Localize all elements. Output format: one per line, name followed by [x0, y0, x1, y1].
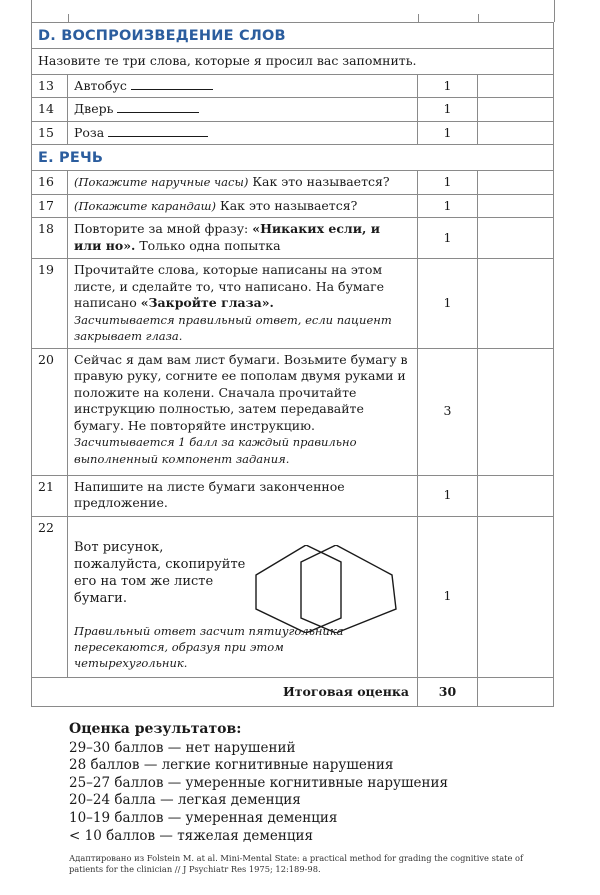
- patient-total-cell: [478, 677, 554, 707]
- total-score: 30: [418, 677, 478, 707]
- table-row: [32, 74, 554, 98]
- mmse-table: [31, 22, 554, 707]
- patient-score-cell: [478, 194, 554, 218]
- item-question: Как это называется?: [248, 174, 390, 189]
- item-italic: (Покажите карандаш): [74, 198, 217, 213]
- item-number: 17: [32, 194, 68, 218]
- table-row: [32, 98, 554, 122]
- results-line: 25–27 баллов — умеренные когнитивные нарушения: [69, 774, 449, 791]
- patient-score-cell: [478, 74, 554, 98]
- table-row: [32, 348, 554, 475]
- patient-score-cell: [478, 475, 554, 516]
- results-line: < 10 баллов — тяжелая деменция: [69, 827, 314, 844]
- answer-line: [117, 102, 199, 113]
- item-text: [68, 121, 418, 145]
- item-text: [68, 218, 418, 259]
- item-question: Вот рисунок, пожалуйста, скопируйте его на том же листе бумаги.: [74, 539, 246, 606]
- item-text: [68, 98, 418, 122]
- item-phrase: «Никаких если, и или но».: [74, 221, 380, 253]
- item-number: 13: [32, 74, 68, 98]
- item-number: 18: [32, 218, 68, 259]
- recall-word: Роза: [74, 124, 105, 140]
- item-note: Засчитывается 1 балл за каждый правильно выполненный компонент задания.: [74, 435, 357, 466]
- results-line: 10–19 баллов — умеренная деменция: [69, 809, 338, 826]
- recall-word: Автобус: [74, 77, 127, 93]
- table-row: [32, 516, 554, 677]
- results-line: 29–30 баллов — нет нарушений: [69, 739, 296, 756]
- item-score: 1: [418, 194, 478, 218]
- item-text: [68, 516, 418, 677]
- item-number: 20: [32, 348, 68, 475]
- item-text: [68, 171, 418, 195]
- results-line: 28 баллов — легкие когнитивные нарушения: [69, 757, 394, 774]
- results-title: Оценка результатов:: [69, 721, 242, 737]
- item-question: Сейчас я дам вам лист бумаги. Возьмите бумагу в правую руку, согните ее пополам двумя руками и положите на колени. Сначала прочитайте инструкцию полностью, затем передавайте бумагу. Не повторяйте инструкцию.: [74, 351, 408, 433]
- item-score: 3: [418, 348, 478, 475]
- patient-score-cell: [478, 171, 554, 195]
- patient-score-cell: [478, 121, 554, 145]
- item-score: 1: [418, 218, 478, 259]
- table-row: [32, 121, 554, 145]
- item-number: 16: [32, 171, 68, 195]
- item-number: 22: [32, 516, 68, 677]
- results-line: 20–24 балла — легкая деменция: [69, 792, 301, 809]
- item-phrase: «Закройте глаза».: [140, 295, 274, 310]
- item-score: 1: [418, 171, 478, 195]
- table-row: [32, 171, 554, 195]
- answer-line: [108, 126, 208, 137]
- intersecting-pentagons-figure: [246, 545, 406, 633]
- item-question: Повторите за мной фразу:: [74, 221, 253, 236]
- column-tick: [68, 14, 69, 22]
- item-number: 14: [32, 98, 68, 122]
- table-row: [32, 218, 554, 259]
- table-top-edge: [31, 0, 555, 22]
- item-score: 1: [418, 98, 478, 122]
- item-score: 1: [418, 121, 478, 145]
- patient-score-cell: [478, 218, 554, 259]
- item-text: [68, 74, 418, 98]
- recall-word: Дверь: [74, 101, 114, 116]
- item-score: 1: [418, 516, 478, 677]
- item-question: Прочитайте слова, которые написаны на этом листе, и сделайте то, что написано. На бумаге написано: [74, 262, 385, 310]
- patient-score-cell: [478, 348, 554, 475]
- item-score: 1: [418, 259, 478, 349]
- item-text: Напишите на листе бумаги законченное предложение.: [68, 475, 418, 516]
- section-d-instruction: Назовите те три слова, которые я просил вас запомнить.: [32, 49, 554, 75]
- item-number: 15: [32, 121, 68, 145]
- source-note: Адаптировано из Folstein M. at al. Mini-Mental State: a practical method for grading the cognitive state of patients for the clinician // J Psychiatr Res 1975; 12:189-98.: [69, 853, 524, 874]
- item-text: [68, 348, 418, 475]
- section-d-title: D. ВОСПРОИЗВЕДЕНИЕ СЛОВ: [32, 23, 554, 49]
- column-tick: [478, 14, 479, 22]
- results-block: [69, 721, 448, 845]
- total-label: Итоговая оценка: [32, 677, 418, 707]
- item-score: 1: [418, 475, 478, 516]
- item-text: [68, 259, 418, 349]
- item-note: Правильный ответ засчит пятиугольника пересекаются, образуя при этом четырехугольник.: [74, 623, 344, 670]
- table-row: [32, 475, 554, 516]
- item-note: Засчитывается правильный ответ, если пациент закрывает глаза.: [74, 312, 392, 343]
- pentagon-left: [256, 545, 341, 633]
- item-text: [68, 194, 418, 218]
- item-number: 19: [32, 259, 68, 349]
- column-tick: [418, 14, 419, 22]
- mmse-table-container: [31, 22, 553, 707]
- answer-line: [131, 79, 213, 90]
- total-row: [32, 677, 554, 707]
- item-number: 21: [32, 475, 68, 516]
- table-row: [32, 194, 554, 218]
- patient-score-cell: [478, 98, 554, 122]
- patient-score-cell: [478, 259, 554, 349]
- section-e-title: E. РЕЧЬ: [32, 145, 554, 171]
- patient-score-cell: [478, 516, 554, 677]
- item-score: 1: [418, 74, 478, 98]
- item-tail: Только одна попытка: [135, 237, 281, 253]
- item-italic: (Покажите наручные часы): [74, 175, 249, 189]
- pentagon-right: [301, 545, 396, 633]
- table-row: [32, 259, 554, 349]
- item-question: Как это называется?: [216, 197, 358, 213]
